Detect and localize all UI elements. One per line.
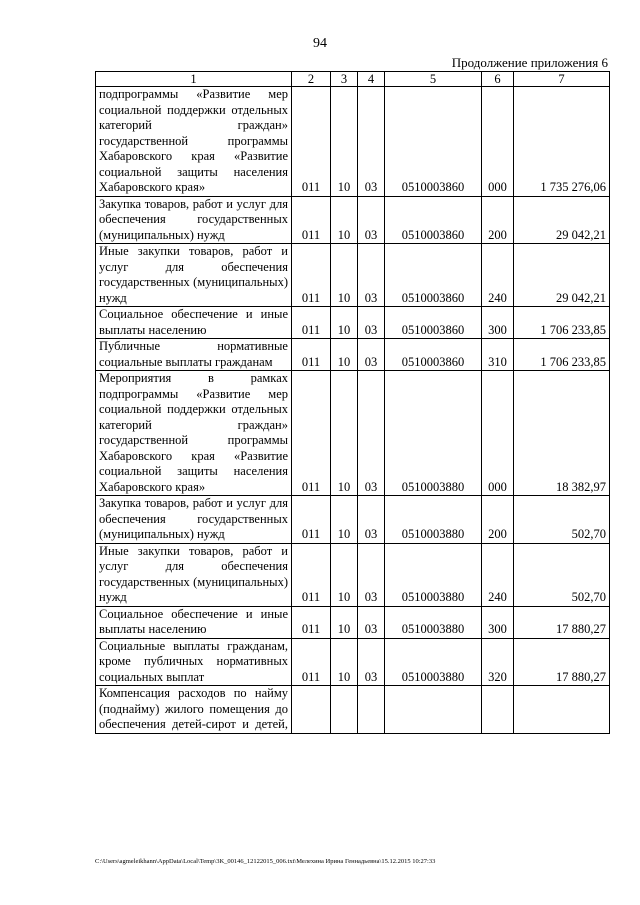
- row-expense-type: 300: [482, 606, 514, 638]
- row-section: 10: [331, 307, 358, 339]
- row-target-item: 0510003860: [385, 244, 482, 307]
- row-description: Публичные нормативные социальные выплаты гражданам: [96, 339, 292, 371]
- row-description: Социальное обеспечение и иные выплаты населению: [96, 606, 292, 638]
- row-description: Социальные выплаты гражданам, кроме публичных нормативных социальных выплат: [96, 638, 292, 686]
- row-target-item: 0510003860: [385, 307, 482, 339]
- row-target-item: 0510003860: [385, 87, 482, 197]
- row-target-item: 0510003880: [385, 543, 482, 606]
- row-target-item: [385, 686, 482, 734]
- row-description: Закупка товаров, работ и услуг для обеспечения государственных (муниципальных) нужд: [96, 196, 292, 244]
- row-section: 10: [331, 339, 358, 371]
- row-target-item: 0510003880: [385, 606, 482, 638]
- row-amount: 29 042,21: [514, 196, 610, 244]
- column-header-4: 4: [358, 72, 385, 87]
- row-expense-type: 320: [482, 638, 514, 686]
- row-subsection: 03: [358, 543, 385, 606]
- row-expense-type: 240: [482, 543, 514, 606]
- row-subsection: 03: [358, 606, 385, 638]
- row-section: 10: [331, 196, 358, 244]
- row-admin-code: 011: [292, 87, 331, 197]
- row-admin-code: 011: [292, 496, 331, 544]
- row-admin-code: 011: [292, 606, 331, 638]
- row-expense-type: 000: [482, 87, 514, 197]
- row-subsection: [358, 686, 385, 734]
- row-subsection: 03: [358, 638, 385, 686]
- row-subsection: 03: [358, 339, 385, 371]
- row-target-item: 0510003880: [385, 371, 482, 496]
- row-target-item: 0510003860: [385, 339, 482, 371]
- table-row: [96, 87, 610, 197]
- row-section: [331, 686, 358, 734]
- row-expense-type: 000: [482, 371, 514, 496]
- page-number: 94: [313, 36, 327, 51]
- row-section: 10: [331, 496, 358, 544]
- row-expense-type: 200: [482, 196, 514, 244]
- row-admin-code: [292, 686, 331, 734]
- row-subsection: 03: [358, 496, 385, 544]
- file-path-footer: C:\Users\agmeleikhann\AppData\Local\Temp\3K_00146_12122015_006.txt\Мелехина Ирина Геннадьевна\15.12.2015 10:27:33: [95, 858, 436, 865]
- row-amount: 29 042,21: [514, 244, 610, 307]
- table-row: [96, 606, 610, 638]
- column-number-row: [96, 72, 610, 87]
- row-description: Закупка товаров, работ и услуг для обеспечения государственных (муниципальных) нужд: [96, 496, 292, 544]
- row-amount: 17 880,27: [514, 638, 610, 686]
- row-amount: 502,70: [514, 543, 610, 606]
- row-section: 10: [331, 543, 358, 606]
- row-section: 10: [331, 87, 358, 197]
- budget-table: [95, 71, 610, 734]
- row-description: Иные закупки товаров, работ и услуг для обеспечения государственных (муниципальных) нужд: [96, 543, 292, 606]
- row-subsection: 03: [358, 196, 385, 244]
- row-subsection: 03: [358, 244, 385, 307]
- row-amount: 502,70: [514, 496, 610, 544]
- table-row: [96, 371, 610, 496]
- row-expense-type: 200: [482, 496, 514, 544]
- row-admin-code: 011: [292, 371, 331, 496]
- row-target-item: 0510003860: [385, 196, 482, 244]
- row-description: Иные закупки товаров, работ и услуг для обеспечения государственных (муниципальных) нужд: [96, 244, 292, 307]
- row-section: 10: [331, 244, 358, 307]
- row-description: Компенсация расходов по найму (поднайму) жилого помещения до обеспечения детей-сирот и детей,: [96, 686, 292, 734]
- table-row: [96, 339, 610, 371]
- row-amount: 1 706 233,85: [514, 307, 610, 339]
- table-row: [96, 543, 610, 606]
- row-subsection: 03: [358, 307, 385, 339]
- table-row: [96, 496, 610, 544]
- row-section: 10: [331, 371, 358, 496]
- row-amount: [514, 686, 610, 734]
- row-target-item: 0510003880: [385, 638, 482, 686]
- row-admin-code: 011: [292, 543, 331, 606]
- row-amount: 1 735 276,06: [514, 87, 610, 197]
- row-subsection: 03: [358, 371, 385, 496]
- appendix-continuation-label: Продолжение приложения 6: [451, 55, 608, 70]
- row-expense-type: [482, 686, 514, 734]
- column-header-3: 3: [331, 72, 358, 87]
- row-admin-code: 011: [292, 196, 331, 244]
- row-description: Мероприятия в рамках подпрограммы «Развитие мер социальной поддержки отдельных категорий граждан» государственной программы Хабаровского края «Развитие социальной защиты населения Хабаровского края»: [96, 371, 292, 496]
- table-row: [96, 307, 610, 339]
- row-admin-code: 011: [292, 339, 331, 371]
- row-section: 10: [331, 638, 358, 686]
- column-header-6: 6: [482, 72, 514, 87]
- column-header-7: 7: [514, 72, 610, 87]
- row-expense-type: 300: [482, 307, 514, 339]
- column-header-5: 5: [385, 72, 482, 87]
- row-amount: 17 880,27: [514, 606, 610, 638]
- row-section: 10: [331, 606, 358, 638]
- table-row: [96, 244, 610, 307]
- table-row: [96, 686, 610, 734]
- row-admin-code: 011: [292, 307, 331, 339]
- row-description: подпрограммы «Развитие мер социальной поддержки отдельных категорий граждан» государственной программы Хабаровского края «Развитие социальной защиты населения Хабаровского края»: [96, 87, 292, 197]
- column-header-1: 1: [96, 72, 292, 87]
- row-expense-type: 240: [482, 244, 514, 307]
- table-row: [96, 638, 610, 686]
- row-admin-code: 011: [292, 638, 331, 686]
- row-subsection: 03: [358, 87, 385, 197]
- row-description: Социальное обеспечение и иные выплаты населению: [96, 307, 292, 339]
- column-header-2: 2: [292, 72, 331, 87]
- row-expense-type: 310: [482, 339, 514, 371]
- table-row: [96, 196, 610, 244]
- row-amount: 1 706 233,85: [514, 339, 610, 371]
- row-target-item: 0510003880: [385, 496, 482, 544]
- row-admin-code: 011: [292, 244, 331, 307]
- row-amount: 18 382,97: [514, 371, 610, 496]
